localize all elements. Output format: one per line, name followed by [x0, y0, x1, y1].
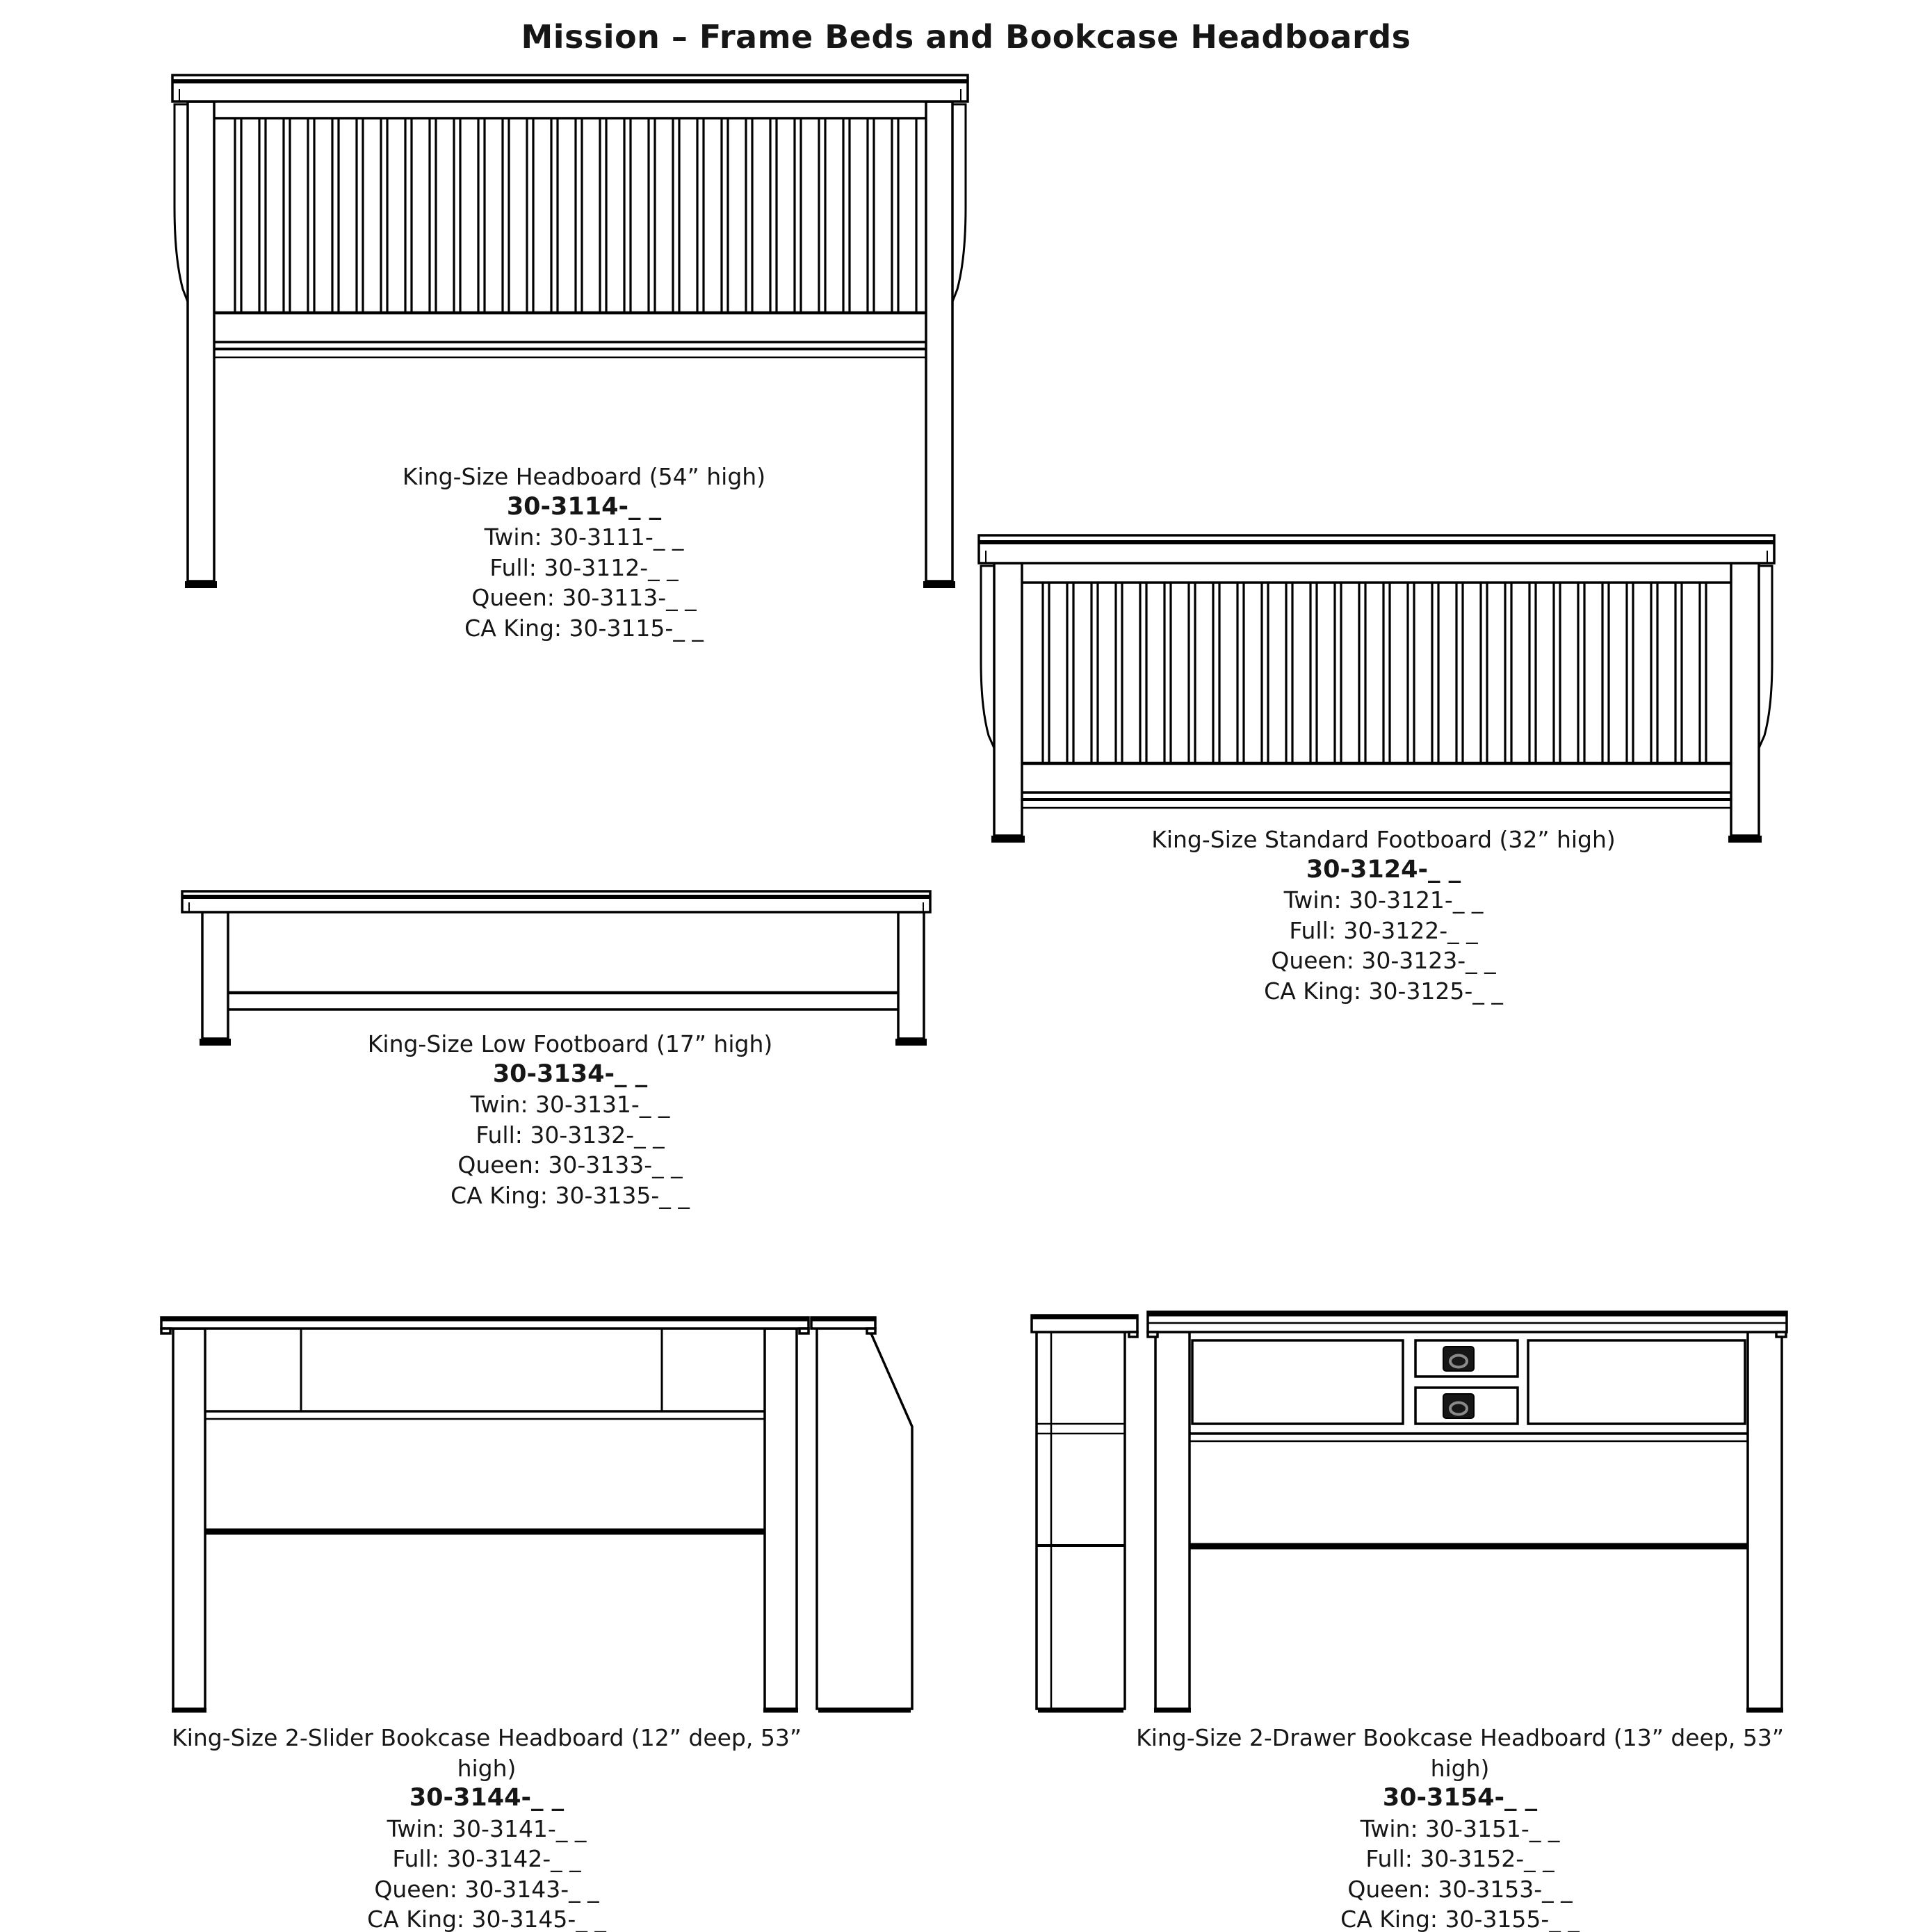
variant-line: CA King: 30-3155-_ _: [1340, 1906, 1580, 1932]
product-name: King-Size 2-Drawer Bookcase Headboard (13” deep, 53” high): [1136, 1724, 1784, 1782]
slat-panel: [1043, 583, 1706, 763]
drawing-standard-footboard: [979, 535, 1774, 843]
variant-line: CA King: 30-3145-_ _: [367, 1906, 606, 1932]
bed-post: [898, 912, 924, 1039]
drawing-low-footboard: [182, 891, 930, 1046]
foot: [991, 836, 1025, 843]
variant-line: Full: 30-3122-_ _: [1289, 916, 1478, 944]
side-stile: [1748, 1332, 1782, 1709]
open-compartment: [1192, 1340, 1403, 1424]
side-stile: [173, 1329, 205, 1709]
product-caption: [139, 1723, 834, 1932]
variant-line: Queen: 30-3143-_ _: [374, 1875, 599, 1903]
product-code: 30-3114-_ _: [506, 492, 662, 521]
product-code: 30-3144-_ _: [409, 1784, 565, 1812]
variant-line: Twin: 30-3121-_ _: [1283, 886, 1484, 914]
product-name: King-Size Standard Footboard (32” high): [1151, 826, 1616, 853]
drawer-pull-icon: [1443, 1394, 1474, 1418]
top-cap: [182, 891, 930, 912]
product-name: King-Size 2-Slider Bookcase Headboard (12” deep, 53” high): [172, 1724, 802, 1782]
variant-line: Twin: 30-3151-_ _: [1360, 1815, 1560, 1842]
variant-line: CA King: 30-3135-_ _: [450, 1181, 690, 1209]
top-cap: [979, 535, 1774, 563]
side-profile: [817, 1327, 912, 1709]
bed-post: [188, 102, 214, 581]
page-title: Mission – Frame Beds and Bookcase Headboards: [521, 18, 1411, 56]
foot: [1728, 836, 1762, 843]
variant-line: CA King: 30-3125-_ _: [1264, 977, 1503, 1005]
variant-line: Queen: 30-3123-_ _: [1271, 947, 1496, 974]
foot: [185, 581, 217, 588]
corbel-left: [174, 104, 188, 302]
bed-post: [994, 563, 1022, 836]
corbel-left: [981, 566, 994, 748]
variant-line: CA King: 30-3115-_ _: [464, 614, 704, 642]
product-name: King-Size Headboard (54” high): [402, 463, 766, 490]
slat-panel: [235, 118, 916, 313]
drawing-2drawer-bookcase-headboard: [1032, 1312, 1787, 1710]
product-code: 30-3124-_ _: [1306, 855, 1461, 884]
variant-line: Queen: 30-3113-_ _: [471, 584, 697, 611]
variant-line: Twin: 30-3111-_ _: [484, 523, 684, 551]
drawing-2slider-bookcase-headboard: [161, 1317, 912, 1710]
product-caption: [1112, 1723, 1808, 1932]
corbel-right: [1759, 566, 1772, 748]
product-code: 30-3134-_ _: [492, 1060, 648, 1088]
variant-line: Full: 30-3132-_ _: [476, 1121, 665, 1148]
variant-line: Full: 30-3142-_ _: [392, 1845, 581, 1872]
corbel-right: [952, 104, 966, 302]
open-compartment: [1528, 1340, 1745, 1424]
drawer-pull-icon: [1443, 1347, 1474, 1371]
variant-line: Queen: 30-3153-_ _: [1347, 1875, 1573, 1903]
bed-post: [1731, 563, 1759, 836]
side-stile: [1155, 1332, 1190, 1709]
side-stile: [765, 1329, 797, 1709]
side-profile: [1037, 1332, 1125, 1709]
product-name: King-Size Low Footboard (17” high): [367, 1030, 773, 1057]
product-caption: [222, 1029, 918, 1210]
product-caption: [236, 462, 932, 643]
variant-line: Full: 30-3112-_ _: [489, 553, 679, 581]
variant-line: Full: 30-3152-_ _: [1365, 1845, 1554, 1872]
bed-post: [202, 912, 228, 1039]
variant-line: Twin: 30-3131-_ _: [470, 1091, 670, 1118]
variant-line: Queen: 30-3133-_ _: [457, 1151, 683, 1178]
variant-line: Twin: 30-3141-_ _: [387, 1815, 587, 1842]
product-code: 30-3154-_ _: [1382, 1784, 1538, 1812]
product-caption: [1036, 825, 1731, 1006]
top-cap: [172, 75, 968, 102]
